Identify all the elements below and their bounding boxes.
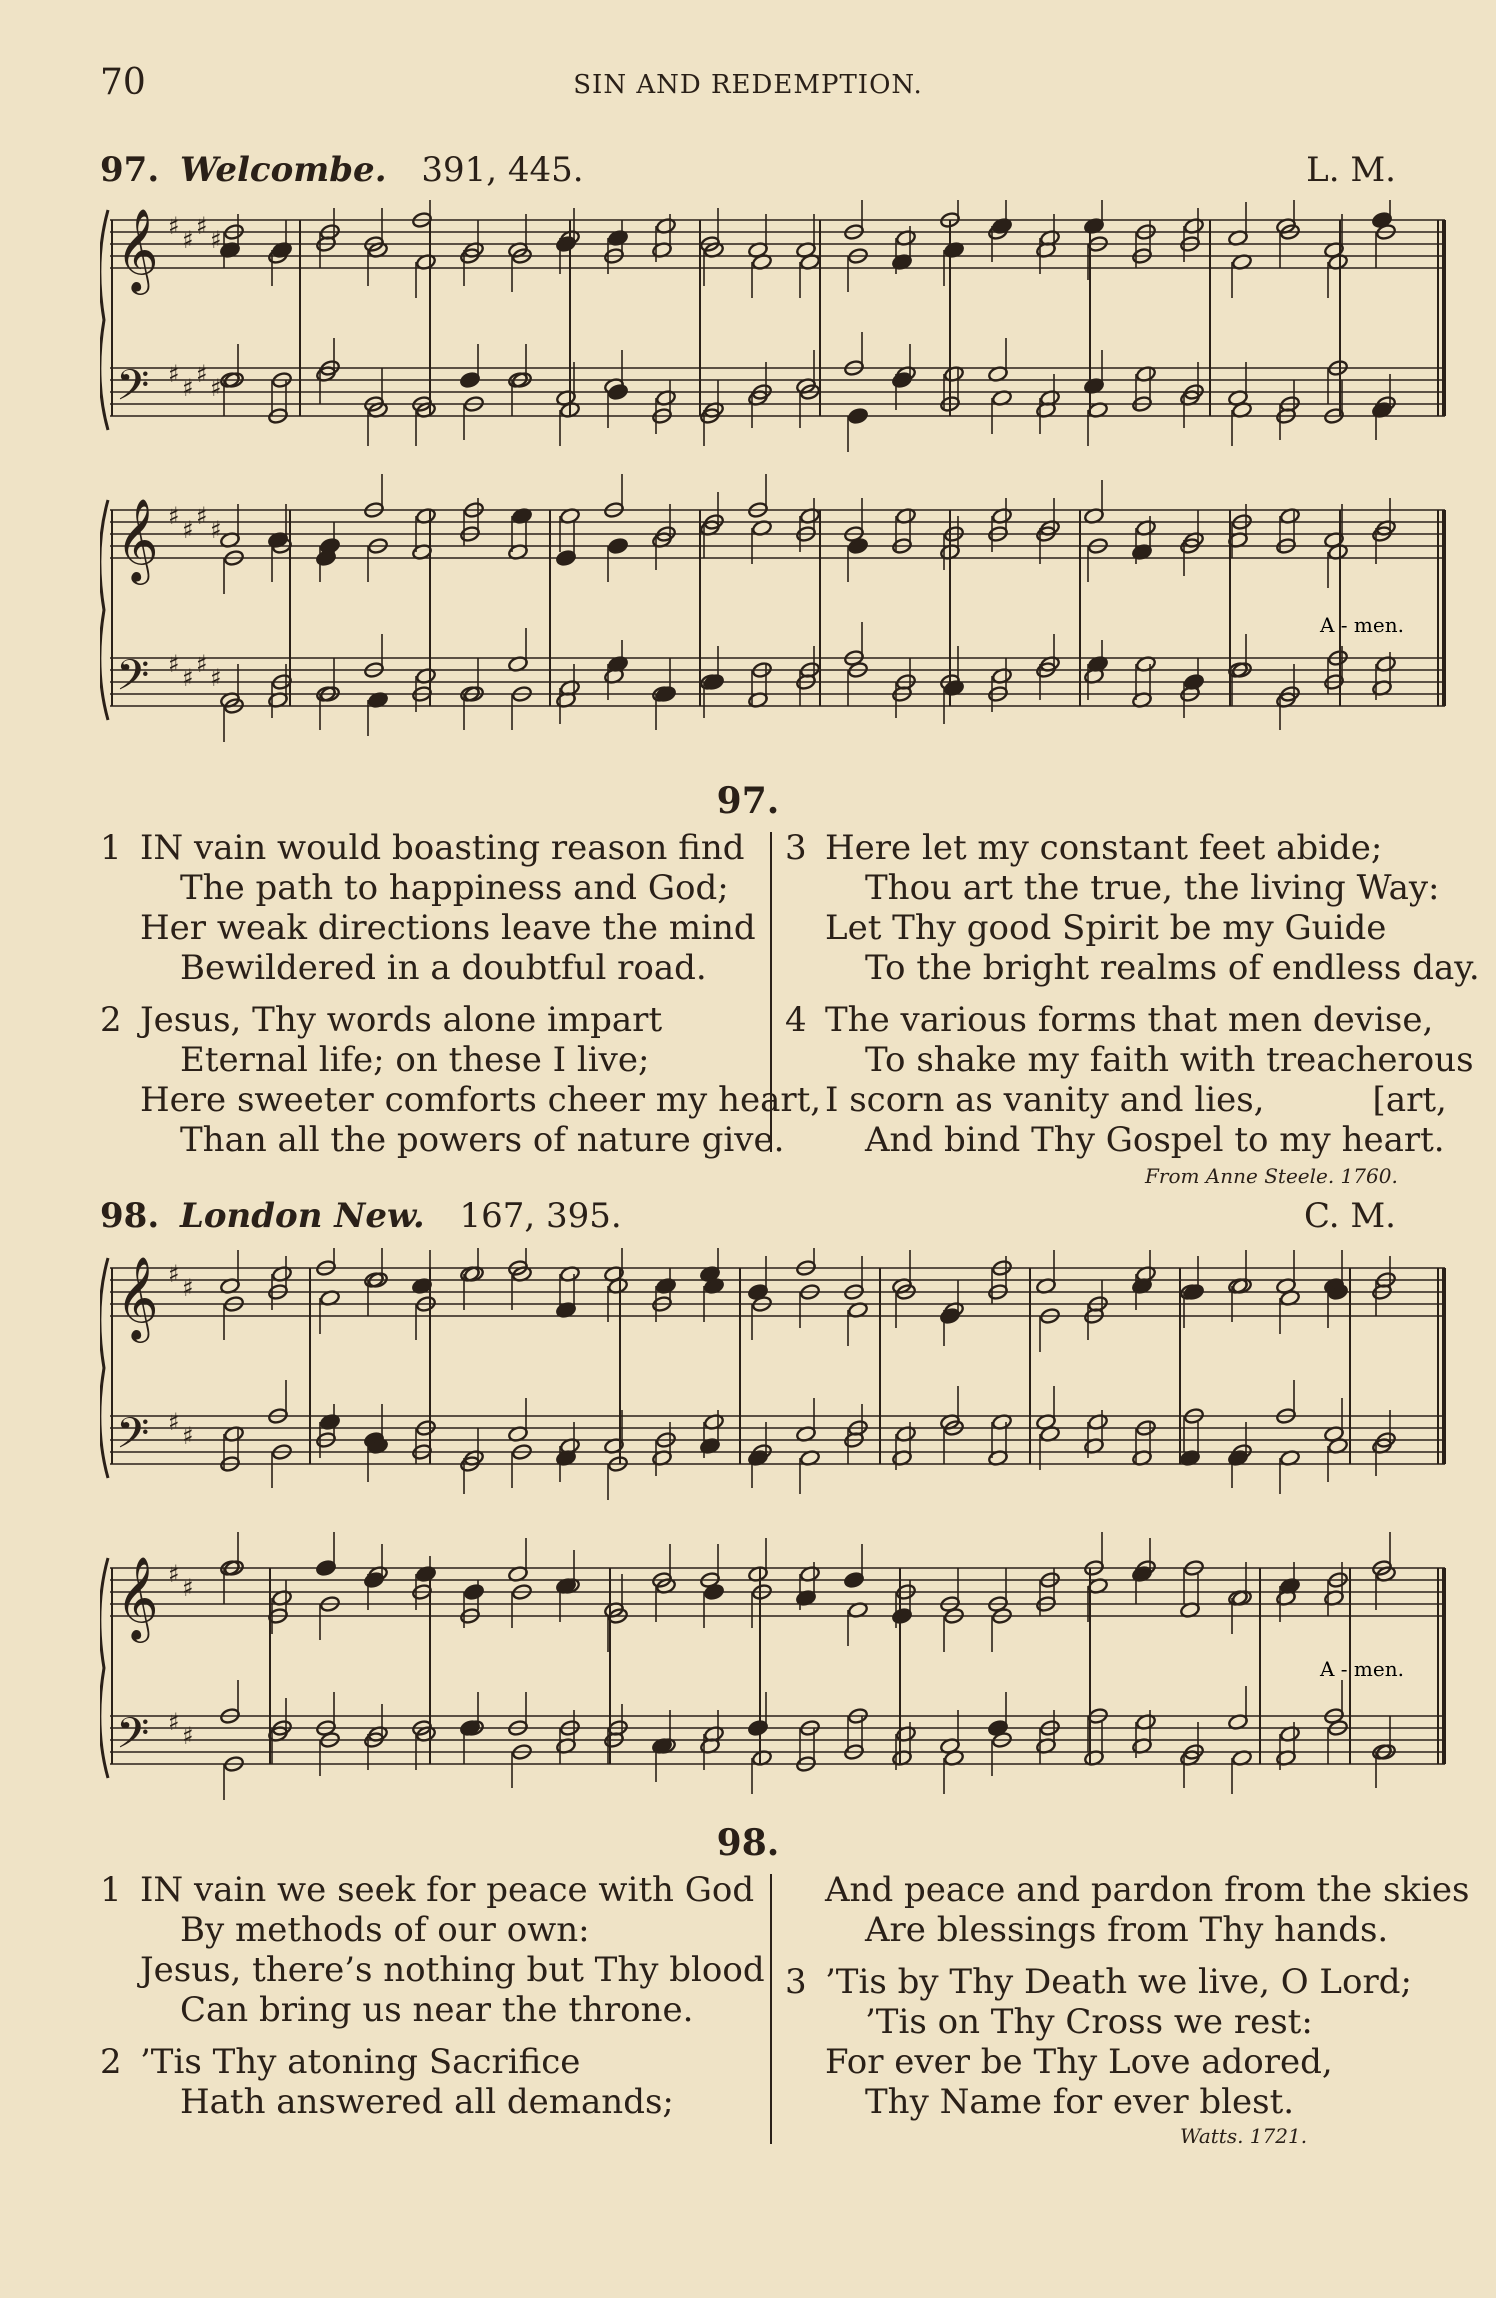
bass-clef-icon: 𝄢 (116, 1709, 150, 1769)
verse-line: Thy Name for ever blest. (865, 2082, 1295, 2122)
bass-clef-icon: 𝄢 (116, 651, 150, 711)
music-score-97 (100, 200, 1450, 760)
sharp-icon: ♯ (182, 516, 194, 544)
verse-number: 3 (785, 828, 807, 868)
system-98-2 (100, 1532, 1445, 1800)
verse-2-continued (785, 1870, 1470, 1950)
tune-number: 97. (100, 150, 160, 190)
verse-line: IN vain would boasting reason find (140, 828, 745, 868)
sharp-icon: ♯ (196, 360, 208, 388)
brace (100, 210, 108, 430)
verse-line: Than all the powers of nature give. (180, 1120, 785, 1160)
tune-meter: L. M. (1306, 150, 1396, 190)
verse-line: Here sweeter comforts cheer my heart, (140, 1080, 822, 1120)
verse-line: And peace and pardon from the skies (825, 1870, 1470, 1910)
system-97-2 (100, 474, 1445, 742)
sharp-icon: ♯ (168, 650, 180, 678)
verse-line: Jesus, there’s nothing but Thy blood (140, 1950, 765, 1990)
verse-line: ’Tis on Thy Cross we rest: (865, 2002, 1313, 2042)
treble-clef-icon: 𝄞 (116, 1255, 159, 1339)
treble-clef-icon: 𝄞 (116, 1555, 159, 1639)
sharp-icon: ♯ (168, 1560, 180, 1588)
hymn-number-97: 97. (716, 780, 780, 822)
notehead (607, 537, 628, 554)
verse-line: ’Tis by Thy Death we live, O Lord; (825, 1962, 1412, 2002)
verse-line: Bewildered in a doubtful road. (180, 948, 707, 988)
verse-line: Eternal life; on these I live; (180, 1040, 650, 1080)
brace (100, 500, 108, 720)
tune-heading-97 (100, 150, 1396, 200)
verse-4 (785, 1000, 1474, 1160)
tune-meter: C. M. (1303, 1196, 1396, 1236)
sharp-icon: ♯ (168, 1708, 180, 1736)
notehead (319, 537, 340, 554)
brace (100, 1258, 108, 1478)
verse-3 (785, 828, 1480, 988)
verse-line: The various forms that men devise, (825, 1000, 1434, 1040)
verse-2 (100, 1000, 822, 1160)
system-98-1 (100, 1248, 1445, 1500)
verse-line: To shake my faith with treacherous (865, 1040, 1474, 1080)
sharp-icon: ♯ (182, 1722, 194, 1750)
tune-number: 98. (100, 1196, 160, 1236)
column-divider (770, 1874, 772, 2144)
verse-3 (785, 1962, 1465, 2122)
tune-refs: 167, 395. (459, 1196, 622, 1236)
verse-line: Are blessings from Thy hands. (865, 1910, 1389, 1950)
sharp-icon: ♯ (168, 502, 180, 530)
verse-line: Jesus, Thy words alone impart (140, 1000, 663, 1040)
verse-column-left (100, 828, 822, 1172)
treble-staff (110, 220, 1445, 268)
notehead (463, 1583, 484, 1600)
notehead (1183, 673, 1204, 690)
sharp-icon: ♯ (196, 650, 208, 678)
music-score-98 (100, 1248, 1450, 1808)
sharp-icon: ♯ (168, 360, 180, 388)
sharp-icon: ♯ (182, 1274, 194, 1302)
verse-line: Thou art the true, the living Way: (865, 868, 1440, 908)
attribution-97: From Anne Steele. 1760. (1145, 1164, 1398, 1188)
sharp-icon: ♯ (168, 212, 180, 240)
verse-line: The path to happiness and God; (180, 868, 729, 908)
sharp-icon: ♯ (210, 516, 222, 544)
verse-1 (100, 1870, 765, 2030)
tune-refs: 391, 445. (421, 150, 584, 190)
verse-line: Let Thy good Spirit be my Guide (825, 908, 1387, 948)
verse-line: Here let my constant feet abide; (825, 828, 1383, 868)
verse-column-left (100, 1870, 765, 2134)
brace (100, 1558, 108, 1778)
bass-clef-icon: 𝄢 (116, 1409, 150, 1469)
sharp-icon: ♯ (210, 664, 222, 692)
verse-number: 1 (100, 828, 122, 868)
sharp-icon: ♯ (182, 664, 194, 692)
column-divider (770, 832, 772, 1152)
sharp-icon: ♯ (196, 502, 208, 530)
notehead (607, 383, 628, 400)
verse-line: Hath answered all demands; (180, 2082, 674, 2122)
sharp-icon: ♯ (182, 374, 194, 402)
sharp-icon: ♯ (182, 1422, 194, 1450)
sharp-icon: ♯ (210, 226, 222, 254)
notehead (847, 407, 868, 424)
verse-line: Her weak directions leave the mind (140, 908, 756, 948)
verse-line: Can bring us near the throne. (180, 1990, 694, 2030)
verse-number: 2 (100, 2042, 122, 2082)
amen-label: A - men. (1320, 1657, 1404, 1681)
bass-clef-icon: 𝄢 (116, 361, 150, 421)
verse-line: For ever be Thy Love adored, (825, 2042, 1333, 2082)
sharp-icon: ♯ (210, 374, 222, 402)
verse-line: ’Tis Thy atoning Sacrifice (140, 2042, 581, 2082)
verses-97 (100, 828, 1480, 1160)
verse-line: I scorn as vanity and lies, [art, (825, 1080, 1447, 1120)
system-97-1 (100, 200, 1445, 452)
verse-number: 4 (785, 1000, 807, 1040)
verse-number: 3 (785, 1962, 807, 2002)
sharp-icon: ♯ (182, 1574, 194, 1602)
verse-1 (100, 828, 760, 988)
section-title: SIN AND REDEMPTION. (573, 70, 923, 100)
sharp-icon: ♯ (196, 212, 208, 240)
verse-column-right (785, 1870, 1470, 2134)
sharp-icon: ♯ (168, 1408, 180, 1436)
sharp-icon: ♯ (182, 226, 194, 254)
attribution-98: Watts. 1721. (1180, 2124, 1308, 2148)
verse-line: To the bright realms of endless day. (865, 948, 1480, 988)
amen-label: A - men. (1320, 613, 1404, 637)
verse-line: By methods of our own: (180, 1910, 590, 1950)
treble-clef-icon: 𝄞 (116, 207, 159, 291)
tune-name: London New. (179, 1196, 425, 1236)
sharp-icon: ♯ (168, 1260, 180, 1288)
verse-line: IN vain we seek for peace with God (140, 1870, 755, 1910)
tune-name: Welcombe. (179, 150, 387, 190)
verse-2 (100, 2042, 760, 2122)
verse-column-right (785, 828, 1480, 1172)
tune-heading-98 (100, 1196, 1396, 1246)
verse-number: 2 (100, 1000, 122, 1040)
page-number: 70 (100, 62, 146, 103)
hymn-number-98: 98. (716, 1822, 780, 1864)
verse-number: 1 (100, 1870, 122, 1910)
verse-line: And bind Thy Gospel to my heart. (865, 1120, 1445, 1160)
treble-clef-icon: 𝄞 (116, 497, 159, 581)
